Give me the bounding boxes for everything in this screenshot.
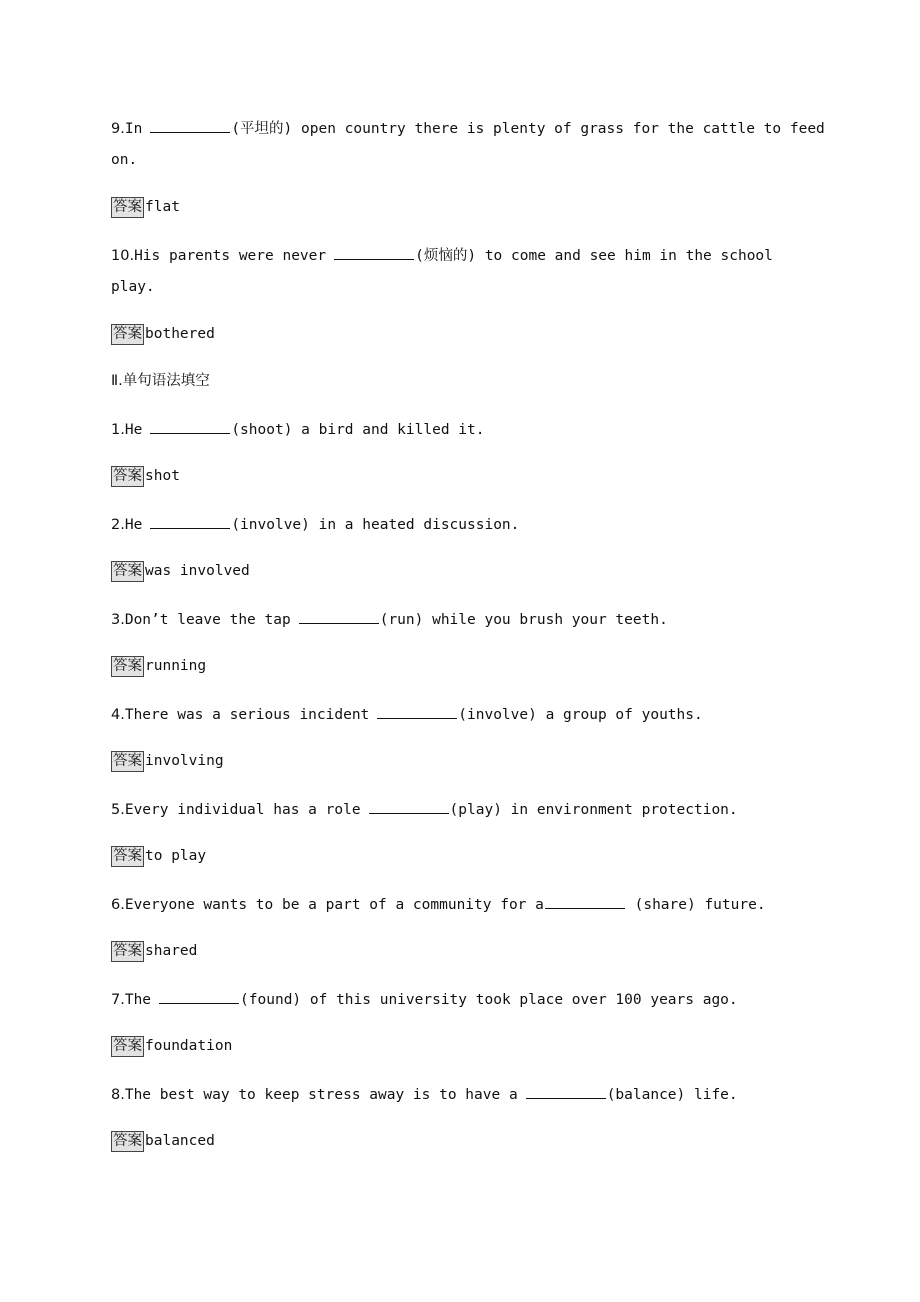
answer-blank bbox=[150, 419, 230, 434]
answer-row-7 bbox=[111, 1036, 232, 1057]
question-9-continued: on. bbox=[111, 152, 138, 168]
question-5 bbox=[111, 799, 738, 820]
answer-text: was involved bbox=[145, 563, 250, 579]
answer-blank bbox=[526, 1084, 606, 1099]
answer-text: bothered bbox=[145, 326, 215, 342]
question-text-after: (平坦的) open country there is plenty of grass for the cattle to feed bbox=[231, 121, 825, 137]
answer-label: 答案 bbox=[111, 941, 144, 962]
question-number: 2. bbox=[111, 517, 125, 533]
answer-row-6 bbox=[111, 941, 197, 962]
answer-row-9 bbox=[111, 197, 180, 218]
question-text-after: (share) future. bbox=[625, 897, 766, 913]
question-number: 4. bbox=[111, 707, 125, 723]
answer-text: flat bbox=[145, 199, 180, 215]
answer-label: 答案 bbox=[111, 324, 144, 345]
question-7 bbox=[111, 989, 738, 1010]
answer-blank bbox=[545, 894, 625, 909]
question-text-after: (烦恼的) to come and see him in the school bbox=[415, 248, 773, 264]
question-text-before: He bbox=[124, 517, 143, 533]
question-text-before: Everyone wants to be a part of a community for a bbox=[124, 897, 544, 913]
answer-row-1 bbox=[111, 466, 180, 487]
answer-row-5 bbox=[111, 846, 206, 867]
section-heading: Ⅱ.单句语法填空 bbox=[111, 373, 210, 389]
answer-text: foundation bbox=[145, 1038, 233, 1054]
question-text-after: (balance) life. bbox=[606, 1087, 738, 1103]
question-text-before: The bbox=[124, 992, 152, 1008]
question-text-before: He bbox=[124, 422, 143, 438]
question-6 bbox=[111, 894, 766, 915]
answer-text: to play bbox=[145, 848, 207, 864]
question-text-before: The best way to keep stress away is to have a bbox=[124, 1087, 518, 1103]
answer-label: 答案 bbox=[111, 1036, 144, 1057]
question-text-after: (play) in environment protection. bbox=[449, 802, 738, 818]
question-text-after: (found) of this university took place over 100 years ago. bbox=[240, 992, 738, 1008]
answer-label: 答案 bbox=[111, 1131, 144, 1152]
question-text-before: Every individual has a role bbox=[124, 802, 361, 818]
question-2 bbox=[111, 514, 519, 535]
answer-blank bbox=[159, 989, 239, 1004]
answer-row-8 bbox=[111, 1131, 215, 1152]
answer-blank bbox=[150, 514, 230, 529]
question-text-after: (shoot) a bird and killed it. bbox=[231, 422, 485, 438]
question-number: 10. bbox=[111, 248, 135, 264]
question-text-before: Don’t leave the tap bbox=[124, 612, 291, 628]
answer-text: running bbox=[145, 658, 207, 674]
answer-text: shared bbox=[145, 943, 198, 959]
answer-label: 答案 bbox=[111, 846, 144, 867]
question-text-after: (involve) in a heated discussion. bbox=[231, 517, 520, 533]
answer-label: 答案 bbox=[111, 197, 144, 218]
answer-row-3 bbox=[111, 656, 206, 677]
question-text-before: There was a serious incident bbox=[124, 707, 370, 723]
answer-row-4 bbox=[111, 751, 224, 772]
question-10-continued: play. bbox=[111, 279, 155, 295]
question-number: 6. bbox=[111, 897, 125, 913]
question-number: 1. bbox=[111, 422, 125, 438]
answer-row-10 bbox=[111, 324, 215, 345]
answer-label: 答案 bbox=[111, 466, 144, 487]
question-text-before: In bbox=[124, 121, 143, 137]
question-text-after: (involve) a group of youths. bbox=[458, 707, 703, 723]
question-number: 8. bbox=[111, 1087, 125, 1103]
answer-label: 答案 bbox=[111, 751, 144, 772]
question-number: 7. bbox=[111, 992, 125, 1008]
question-4 bbox=[111, 704, 703, 725]
answer-blank bbox=[334, 245, 414, 260]
question-9 bbox=[111, 118, 825, 139]
answer-row-2 bbox=[111, 561, 250, 582]
answer-blank bbox=[369, 799, 449, 814]
answer-label: 答案 bbox=[111, 561, 144, 582]
question-number: 5. bbox=[111, 802, 125, 818]
question-8 bbox=[111, 1084, 738, 1105]
question-10 bbox=[111, 245, 773, 266]
answer-blank bbox=[377, 704, 457, 719]
question-text-before: His parents were never bbox=[134, 248, 327, 264]
answer-blank bbox=[150, 118, 230, 133]
answer-label: 答案 bbox=[111, 656, 144, 677]
answer-text: balanced bbox=[145, 1133, 215, 1149]
answer-blank bbox=[299, 609, 379, 624]
answer-text: involving bbox=[145, 753, 224, 769]
question-number: 3. bbox=[111, 612, 125, 628]
question-text-after: (run) while you brush your teeth. bbox=[379, 612, 668, 628]
question-1 bbox=[111, 419, 484, 440]
question-number: 9. bbox=[111, 121, 125, 137]
answer-text: shot bbox=[145, 468, 180, 484]
question-3 bbox=[111, 609, 668, 630]
